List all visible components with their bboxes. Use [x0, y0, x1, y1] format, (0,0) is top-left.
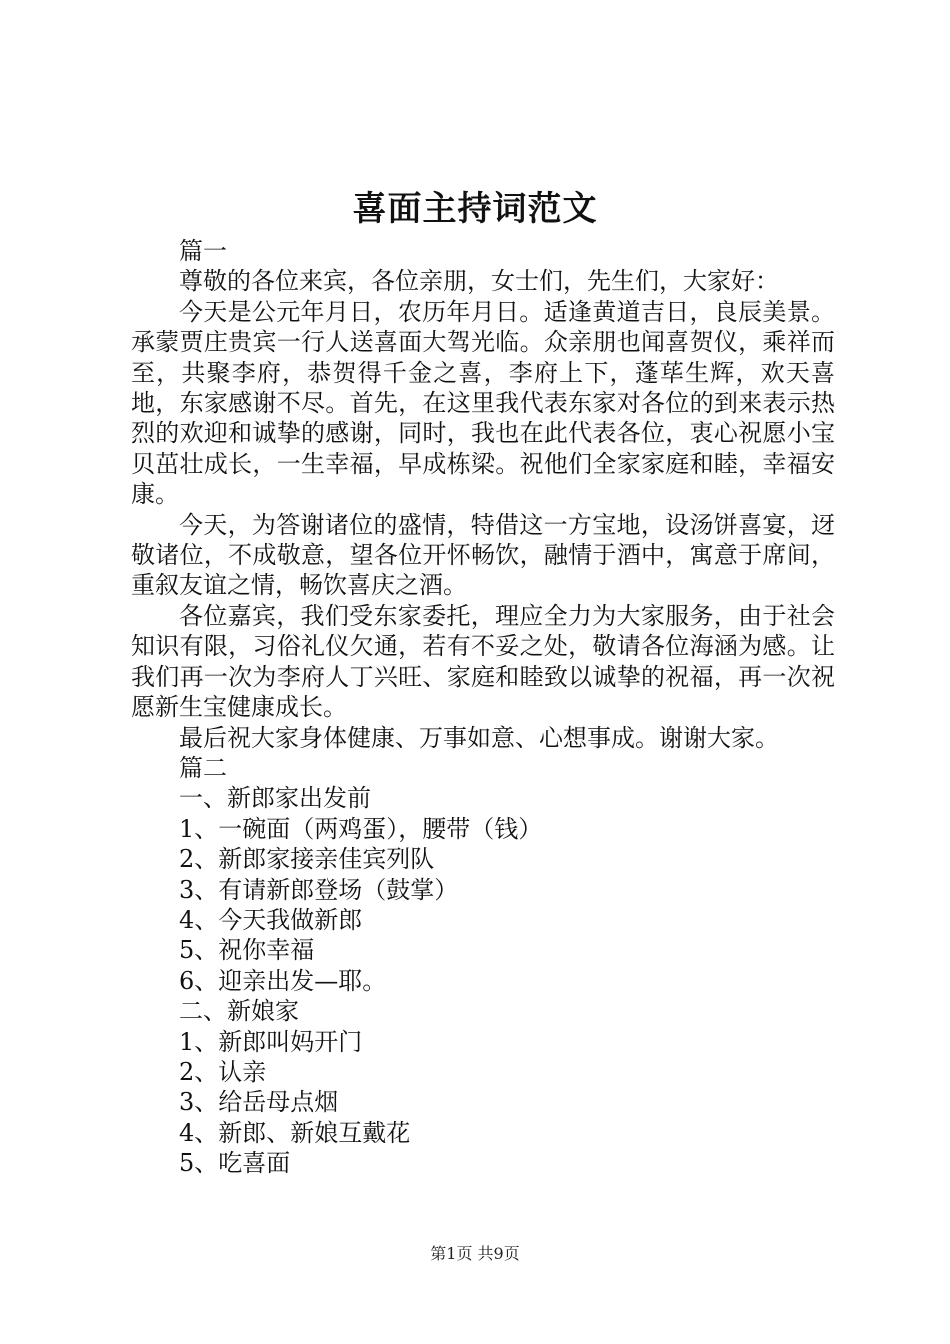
paragraph: 今天，为答谢诸位的盛情，特借这一方宝地，设汤饼喜宴，迓敬诸位，不成敬意，望各位开怀畅饮，融情于酒中，寓意于席间，重叙友谊之情，畅饮喜庆之酒。	[131, 510, 835, 600]
list-item: 2、新郎家接亲佳宾列队	[179, 845, 435, 874]
list-item: 3、有请新郎登场（鼓掌）	[179, 875, 459, 904]
subsection-heading: 一、新郎家出发前	[179, 784, 371, 813]
page-footer: 第1页 共9页	[430, 1244, 520, 1263]
list-item: 4、新郎、新娘互戴花	[179, 1118, 411, 1147]
section-heading-1: 篇一	[179, 237, 227, 265]
list-item: 1、新郎叫妈开门	[179, 1027, 363, 1056]
list-item: 2、认亲	[179, 1057, 267, 1086]
list-item: 4、今天我做新郎	[179, 905, 363, 934]
closing-line: 最后祝大家身体健康、万事如意、心想事成。谢谢大家。	[179, 723, 779, 752]
list-item: 1、一碗面（两鸡蛋），腰带（钱）	[179, 814, 543, 843]
paragraph: 各位嘉宾，我们受东家委托，理应全力为大家服务，由于社会知识有限，习俗礼仪欠通，若有不妥之处，敬请各位海涵为感。让我们再一次为李府人丁兴旺、家庭和睦致以诚挚的祝福，再一次祝愿新生宝健康成长。	[131, 601, 835, 722]
paragraph: 今天是公元年月日，农历年月日。适逢黄道吉日，良辰美景。承蒙贾庄贵宾一行人送喜面大驾光临。众亲朋也闻喜贺仪，乘祥而至，共聚李府，恭贺得千金之喜，李府上下，蓬荜生辉，欢天喜地，东家感谢不尽。首先，在这里我代表东家对各位的到来表示热烈的欢迎和诚挚的感谢，同时，我也在此代表各位，衷心祝愿小宝贝茁壮成长，一生幸福，早成栋梁。祝他们全家家庭和睦，幸福安康。	[131, 297, 835, 509]
list-item: 5、祝你幸福	[179, 936, 315, 965]
document-title: 喜面主持词范文	[352, 189, 598, 229]
subsection-heading: 二、新娘家	[179, 997, 299, 1026]
list-item: 5、吃喜面	[179, 1149, 291, 1178]
list-item: 3、给岳母点烟	[179, 1088, 339, 1117]
section-heading-2: 篇二	[179, 753, 227, 782]
greeting-line: 尊敬的各位来宾，各位亲朋，女士们，先生们，大家好：	[179, 267, 779, 296]
list-item: 6、迎亲出发—耶。	[179, 966, 387, 995]
document-body	[131, 236, 835, 1179]
